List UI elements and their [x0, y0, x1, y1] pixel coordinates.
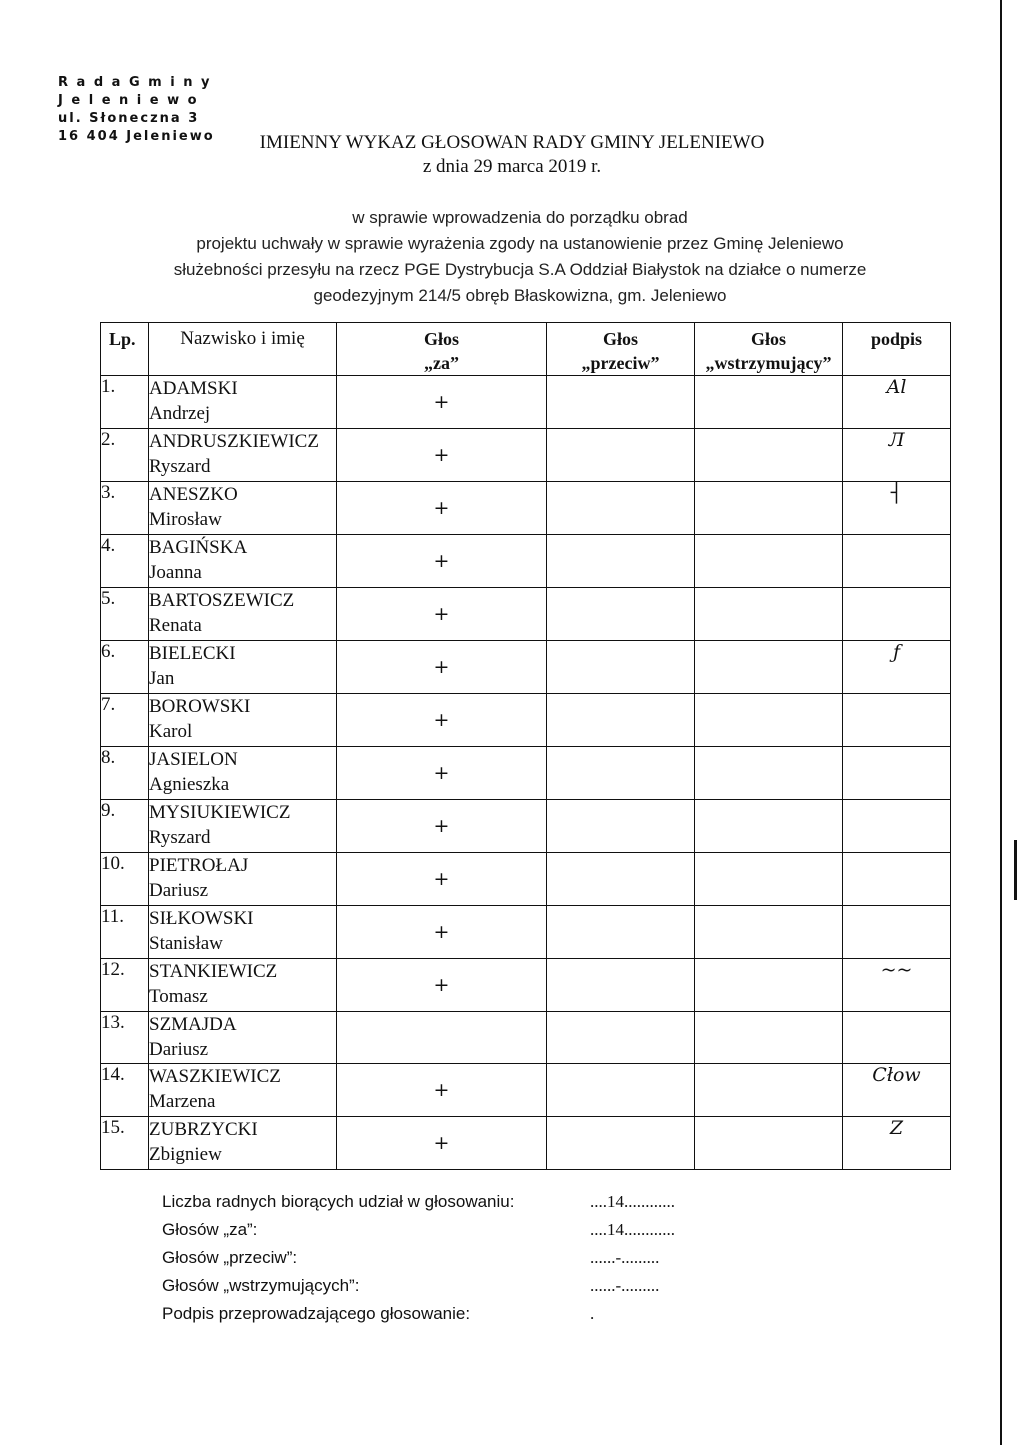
- row-vote-przeciw: [547, 959, 695, 1012]
- row-surname: ADAMSKI: [149, 378, 238, 399]
- row-vote-wstrzymujacy: [695, 959, 843, 1012]
- table-row: [101, 959, 951, 1012]
- row-lp: 12.: [101, 959, 149, 1012]
- table-header-row: [101, 323, 951, 376]
- summary-podpis-label: Podpis przeprowadzającego głosowanie:: [162, 1304, 471, 1323]
- row-name: [149, 1117, 337, 1170]
- row-surname: BIELECKI: [149, 643, 236, 664]
- table-row: [101, 429, 951, 482]
- document-title: IMIENNY WYKAZ GŁOSOWAN RADY GMINY JELENIEWO: [259, 132, 765, 153]
- row-surname: ZUBRZYCKI: [149, 1119, 258, 1140]
- row-lp: 8.: [101, 747, 149, 800]
- row-surname: ANESZKO: [149, 484, 238, 505]
- row-firstname: Renata: [149, 615, 202, 636]
- row-firstname: Andrzej: [149, 403, 211, 424]
- row-signature: [843, 1012, 951, 1064]
- subject-block: [120, 205, 920, 309]
- subject-line-2: projektu uchwały w sprawie wyrażenia zgody na ustanowienie przez Gminę Jeleniewo: [196, 234, 844, 253]
- row-vote-wstrzymujacy: [695, 800, 843, 853]
- row-firstname: Ryszard: [149, 827, 211, 848]
- row-name: [149, 959, 337, 1012]
- header-za: [337, 323, 547, 376]
- subject-line-1: w sprawie wprowadzenia do porządku obrad: [352, 208, 688, 227]
- stamp-line-3: ul. Słoneczna 3: [58, 111, 200, 126]
- summary-przeciw-label: Głosów „przeciw”:: [162, 1248, 298, 1267]
- summary-podpis-value: .: [590, 1304, 595, 1323]
- subject-line-4: geodezyjnym 214/5 obręb Błaskowizna, gm. Jeleniewo: [313, 286, 727, 305]
- row-vote-wstrzymujacy: [695, 906, 843, 959]
- summary-participants-value: ....14............: [590, 1192, 675, 1211]
- row-vote-za: +: [337, 747, 547, 800]
- row-vote-przeciw: [547, 376, 695, 429]
- row-signature: [843, 694, 951, 747]
- row-vote-przeciw: [547, 482, 695, 535]
- table-row: [101, 376, 951, 429]
- row-vote-za: +: [337, 1064, 547, 1117]
- header-wstrz-line2: „wstrzymujący”: [705, 353, 832, 373]
- row-firstname: Dariusz: [149, 880, 209, 901]
- row-vote-za: +: [337, 376, 547, 429]
- header-wstrzymujacy: [695, 323, 843, 376]
- row-name: [149, 1064, 337, 1117]
- row-name: [149, 588, 337, 641]
- row-surname: WASZKIEWICZ: [149, 1066, 281, 1087]
- table-row: [101, 482, 951, 535]
- row-vote-za: +: [337, 694, 547, 747]
- row-name: [149, 906, 337, 959]
- header-przeciw-line2: „przeciw”: [581, 353, 660, 373]
- table-row: [101, 1117, 951, 1170]
- row-firstname: Dariusz: [149, 1039, 209, 1060]
- row-vote-wstrzymujacy: [695, 1064, 843, 1117]
- row-signature: ƒ: [843, 641, 951, 694]
- summary-za-value: ....14............: [590, 1220, 675, 1239]
- row-signature: Al: [843, 376, 951, 429]
- row-vote-przeciw: [547, 641, 695, 694]
- row-vote-za: +: [337, 482, 547, 535]
- row-name: [149, 535, 337, 588]
- row-vote-wstrzymujacy: [695, 482, 843, 535]
- row-signature: [843, 853, 951, 906]
- row-lp: 7.: [101, 694, 149, 747]
- table-row: [101, 800, 951, 853]
- row-lp: 3.: [101, 482, 149, 535]
- document-date: z dnia 29 marca 2019 r.: [422, 156, 602, 177]
- row-vote-przeciw: [547, 800, 695, 853]
- row-vote-wstrzymujacy: [695, 1012, 843, 1064]
- row-name: [149, 482, 337, 535]
- header-za-line2: „za”: [424, 353, 459, 373]
- row-name: [149, 429, 337, 482]
- row-vote-wstrzymujacy: [695, 641, 843, 694]
- row-firstname: Stanisław: [149, 933, 223, 954]
- row-vote-przeciw: [547, 906, 695, 959]
- row-vote-za: +: [337, 853, 547, 906]
- header-wstrz-line1: Głos: [750, 329, 786, 349]
- table-row: [101, 853, 951, 906]
- row-vote-za: +: [337, 1117, 547, 1170]
- row-name: [149, 1012, 337, 1064]
- summary-przeciw: [162, 1244, 675, 1272]
- summary-podpis: [162, 1300, 675, 1328]
- row-lp: 2.: [101, 429, 149, 482]
- row-name: [149, 376, 337, 429]
- row-vote-za: +: [337, 959, 547, 1012]
- row-name: [149, 800, 337, 853]
- row-lp: 14.: [101, 1064, 149, 1117]
- row-signature: Cłow: [843, 1064, 951, 1117]
- header-name: Nazwisko i imię: [149, 323, 337, 376]
- row-signature: [843, 747, 951, 800]
- row-signature: Л: [843, 429, 951, 482]
- row-firstname: Mirosław: [149, 509, 222, 530]
- row-name: [149, 641, 337, 694]
- row-name: [149, 853, 337, 906]
- table-row: [101, 906, 951, 959]
- row-firstname: Zbigniew: [149, 1144, 222, 1165]
- row-surname: BARTOSZEWICZ: [149, 590, 295, 611]
- row-surname: SIŁKOWSKI: [149, 908, 254, 929]
- row-vote-wstrzymujacy: [695, 747, 843, 800]
- row-vote-za: +: [337, 641, 547, 694]
- row-firstname: Ryszard: [149, 456, 211, 477]
- row-vote-przeciw: [547, 1117, 695, 1170]
- row-surname: MYSIUKIEWICZ: [149, 802, 291, 823]
- table-row: [101, 747, 951, 800]
- row-vote-wstrzymujacy: [695, 1117, 843, 1170]
- row-firstname: Marzena: [149, 1091, 216, 1112]
- row-lp: 10.: [101, 853, 149, 906]
- row-vote-za: +: [337, 588, 547, 641]
- row-vote-wstrzymujacy: [695, 588, 843, 641]
- header-za-line1: Głos: [423, 329, 459, 349]
- table-row: [101, 588, 951, 641]
- row-surname: SZMAJDA: [149, 1014, 237, 1035]
- stamp-line-4: 16 404 Jeleniewo: [58, 129, 215, 144]
- row-vote-za: +: [337, 429, 547, 482]
- row-signature: Z: [843, 1117, 951, 1170]
- row-lp: 1.: [101, 376, 149, 429]
- row-vote-przeciw: [547, 1012, 695, 1064]
- row-vote-przeciw: [547, 588, 695, 641]
- row-surname: JASIELON: [149, 749, 238, 770]
- row-surname: BOROWSKI: [149, 696, 251, 717]
- row-surname: BAGIŃSKA: [149, 537, 248, 558]
- row-signature: ~~: [843, 959, 951, 1012]
- row-vote-przeciw: [547, 429, 695, 482]
- row-vote-za: [337, 1012, 547, 1064]
- row-firstname: Tomasz: [149, 986, 208, 1007]
- row-surname: STANKIEWICZ: [149, 961, 278, 982]
- header-lp: Lp.: [101, 323, 149, 376]
- row-vote-przeciw: [547, 535, 695, 588]
- row-surname: PIETROŁAJ: [149, 855, 249, 876]
- row-vote-przeciw: [547, 694, 695, 747]
- table-row: [101, 641, 951, 694]
- row-signature: [843, 800, 951, 853]
- summary-za: [162, 1216, 675, 1244]
- stamp-line-1: R a d a G m i n y: [58, 75, 212, 90]
- scan-edge-mark: [1014, 840, 1017, 900]
- row-lp: 9.: [101, 800, 149, 853]
- table-row: [101, 1012, 951, 1064]
- row-vote-przeciw: [547, 1064, 695, 1117]
- row-signature: [843, 906, 951, 959]
- row-lp: 5.: [101, 588, 149, 641]
- row-lp: 6.: [101, 641, 149, 694]
- scan-edge-line: [1000, 0, 1002, 1445]
- row-vote-wstrzymujacy: [695, 429, 843, 482]
- row-lp: 11.: [101, 906, 149, 959]
- subject-line-3: służebności przesyłu na rzecz PGE Dystrybucja S.A Oddział Białystok na działce o numerze: [173, 260, 867, 279]
- summary-za-label: Głosów „za”:: [162, 1220, 258, 1239]
- row-vote-przeciw: [547, 747, 695, 800]
- row-firstname: Joanna: [149, 562, 202, 583]
- row-name: [149, 747, 337, 800]
- row-firstname: Agnieszka: [149, 774, 230, 795]
- table-row: [101, 535, 951, 588]
- row-vote-wstrzymujacy: [695, 694, 843, 747]
- summary-wstrzymujace: [162, 1272, 675, 1300]
- row-firstname: Jan: [149, 668, 175, 689]
- summary-participants-label: Liczba radnych biorących udział w głosowaniu:: [162, 1192, 515, 1211]
- stamp-line-2: J e l e n i e w o: [58, 93, 199, 108]
- row-lp: 15.: [101, 1117, 149, 1170]
- row-vote-przeciw: [547, 853, 695, 906]
- row-vote-za: +: [337, 906, 547, 959]
- row-vote-za: +: [337, 535, 547, 588]
- row-firstname: Karol: [149, 721, 193, 742]
- row-vote-wstrzymujacy: [695, 535, 843, 588]
- header-podpis: podpis: [843, 323, 951, 376]
- row-lp: 4.: [101, 535, 149, 588]
- summary-przeciw-value: ......-.........: [590, 1248, 660, 1267]
- table-row: [101, 694, 951, 747]
- row-vote-za: +: [337, 800, 547, 853]
- row-name: [149, 694, 337, 747]
- row-signature: [843, 588, 951, 641]
- vote-summary: [162, 1188, 675, 1328]
- row-vote-wstrzymujacy: [695, 853, 843, 906]
- table-row: [101, 1064, 951, 1117]
- row-vote-wstrzymujacy: [695, 376, 843, 429]
- summary-wstrz-label: Głosów „wstrzymujących”:: [162, 1276, 360, 1295]
- row-signature: [843, 535, 951, 588]
- header-przeciw: [547, 323, 695, 376]
- row-lp: 13.: [101, 1012, 149, 1064]
- summary-participants: [162, 1188, 675, 1216]
- row-surname: ANDRUSZKIEWICZ: [149, 431, 319, 452]
- row-signature: ┤: [843, 482, 951, 535]
- summary-wstrz-value: ......-.........: [590, 1276, 660, 1295]
- vote-table: [100, 322, 951, 1170]
- header-przeciw-line1: Głos: [602, 329, 638, 349]
